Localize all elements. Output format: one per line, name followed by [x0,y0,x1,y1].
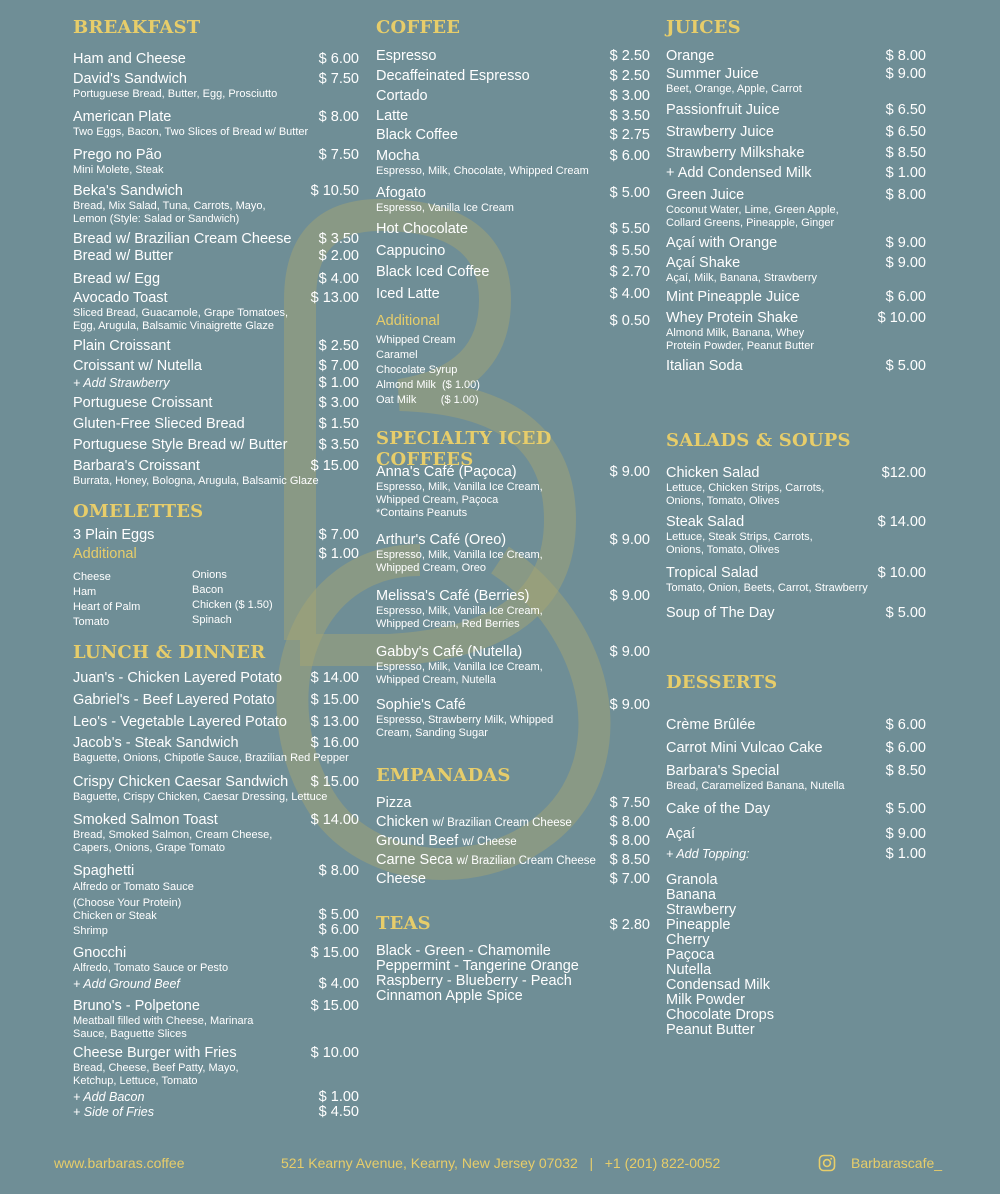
menu-item: Green Juice $ 8.00 Coconut Water, Lime, Green Apple, Collard Greens, Pineapple, Ginger [666,187,926,229]
menu-item: Hot Chocolate $ 5.50 [376,221,650,237]
salads-title: SALADS & SOUPS [666,430,851,451]
omelettes-title: OMELETTES [73,501,204,522]
menu-item: Açaí with Orange $ 9.00 [666,235,926,251]
menu-item: Black Iced Coffee $ 2.70 [376,264,650,280]
menu-item: Barbara's Croissant $ 15.00 Burrata, Honey, Bologna, Arugula, Balsamic Glaze [73,458,359,487]
menu-item: Latte $ 3.50 [376,108,650,124]
omelette-options-left: Cheese Ham Heart of Palm Tomato [73,571,141,628]
menu-item: Prego no Pão $ 7.50 Mini Molete, Steak [73,147,359,176]
menu-item: Gabriel's - Beef Layered Potato $ 15.00 [73,692,359,708]
menu-item: Additional $ 1.00 [73,546,359,562]
menu-item: Spaghetti $ 8.00 Alfredo or Tomato Sauce (Choose Your Protein) [73,863,359,909]
coffee-title: COFFEE [376,17,461,38]
menu-item: Gnocchi $ 15.00 Alfredo, Tomato Sauce or Pesto [73,945,359,974]
menu-item: Crispy Chicken Caesar Sandwich $ 15.00 Baguette, Crispy Chicken, Caesar Dressing, Lettuce [73,774,359,803]
menu-item: Cortado $ 3.00 [376,88,650,104]
website-link[interactable]: www.barbaras.coffee [54,1155,185,1171]
menu-item: Summer Juice $ 9.00 Beet, Orange, Apple, Carrot [666,66,926,95]
menu-item: Steak Salad $ 14.00 Lettuce, Steak Strips, Carrots, Onions, Tomato, Olives [666,514,926,556]
iced-title: SPECIALTY ICED COFFEES [376,428,552,470]
address-phone: 521 Kearny Avenue, Kearny, New Jersey 07032 | +1 (201) 822-0052 [281,1155,721,1171]
menu-item: Barbara's Special $ 8.50 Bread, Caramelized Banana, Nutella [666,763,926,792]
menu-item: 3 Plain Eggs $ 7.00 [73,527,359,543]
menu-item: Carne Seca w/ Brazilian Cream Cheese $ 8.50 [376,852,650,868]
menu-item: Afogato $ 5.00 Espresso, Vanilla Ice Cream [376,185,650,214]
menu-item: Portuguese Croissant $ 3.00 [73,395,359,411]
menu-item: Whey Protein Shake $ 10.00 Almond Milk, Banana, Whey Protein Powder, Peanut Butter [666,310,926,352]
menu-addon: + Add Condensed Milk $ 1.00 [666,165,926,181]
menu-item: Bread w/ Brazilian Cream Cheese $ 3.50 [73,231,359,247]
menu-item: Espresso $ 2.50 [376,48,650,64]
instagram-icon[interactable] [818,1154,836,1172]
menu-item: Carrot Mini Vulcao Cake $ 6.00 [666,740,926,756]
menu-item: Croissant w/ Nutella $ 7.00 [73,358,359,374]
lunch-title: LUNCH & DINNER [73,642,266,663]
menu-addon: + Add Topping: $ 1.00 [666,846,926,862]
menu-subitem: Chicken or Steak $ 5.00 [73,907,359,923]
menu-item: Melissa's Café (Berries) $ 9.00 Espresso, Milk, Vanilla Ice Cream, Whipped Cream, Red Berries [376,588,650,630]
breakfast-title: BREAKFAST [73,17,201,38]
menu-item: Passionfruit Juice $ 6.50 [666,102,926,118]
menu-item: Bread w/ Butter $ 2.00 [73,248,359,264]
menu-item: American Plate $ 8.00 Two Eggs, Bacon, Two Slices of Bread w/ Butter [73,109,359,138]
menu-item: Chicken w/ Brazilian Cream Cheese $ 8.00 [376,814,650,830]
menu-item: David's Sandwich $ 7.50 Portuguese Bread, Butter, Egg, Prosciutto [73,71,359,100]
instagram-handle[interactable]: Barbarascafe_ [851,1155,943,1171]
menu-item: Portuguese Style Bread w/ Butter $ 3.50 [73,437,359,453]
menu-addon: + Add Ground Beef $ 4.00 [73,976,359,992]
menu-item: Pizza $ 7.50 [376,795,650,811]
menu-item: Soup of The Day $ 5.00 [666,605,926,621]
menu-item: Italian Soda $ 5.00 [666,358,926,374]
menu-addon: + Add Bacon $ 1.00 [73,1089,359,1105]
menu-item: Cake of the Day $ 5.00 [666,801,926,817]
menu-item: Bruno's - Polpetone $ 15.00 Meatball filled with Cheese, Marinara Sauce, Baguette Slices [73,998,359,1040]
menu-item: Crème Brûlée $ 6.00 [666,717,926,733]
menu-item: Cheese $ 7.00 [376,871,650,887]
menu-item: Plain Croissant $ 2.50 [73,338,359,354]
menu-item: Açaí $ 9.00 [666,826,926,842]
menu-item: Sophie's Café $ 9.00 Espresso, Strawberry Milk, Whipped Cream, Sanding Sugar [376,697,650,739]
coffee-additional-options: Whipped Cream Caramel Chocolate Syrup Almond Milk ($ 1.00) Oat Milk ($ 1.00) [376,334,480,406]
desserts-title: DESSERTS [666,672,778,693]
toppings-list: Granola Banana Strawberry Pineapple Cherry Paçoca Nutella Condensad Milk Milk Powder Chocolate Drops Peanut Butter [666,872,774,1038]
menu-item: Juan's - Chicken Layered Potato $ 14.00 [73,670,359,686]
omelette-options-right: Onions Bacon Chicken ($ 1.50) Spinach [192,569,273,626]
menu-item: Smoked Salmon Toast $ 14.00 Bread, Smoked Salmon, Cream Cheese, Capers, Onions, Grape Tomato [73,812,359,854]
menu-item: Açaí Shake $ 9.00 Açaí, Milk, Banana, Strawberry [666,255,926,284]
juices-title: JUICES [666,17,741,38]
menu-item: Additional $ 0.50 [376,313,650,329]
menu-item: Strawberry Milkshake $ 8.50 [666,145,926,161]
menu-item: Chicken Salad $12.00 Lettuce, Chicken Strips, Carrots, Onions, Tomato, Olives [666,465,926,507]
menu-item: Jacob's - Steak Sandwich $ 16.00 Baguette, Onions, Chipotle Sauce, Brazilian Red Pepper [73,735,359,764]
teas-title: TEAS [376,913,431,934]
menu-item: Decaffeinated Espresso $ 2.50 [376,68,650,84]
menu-item: Iced Latte $ 4.00 [376,286,650,302]
menu-item: Ground Beef w/ Cheese $ 8.00 [376,833,650,849]
teas-list: Black - Green - Chamomile Peppermint - Tangerine Orange Raspberry - Blueberry - Peach Cinnamon Apple Spice [376,943,579,1004]
menu-item: Avocado Toast $ 13.00 Sliced Bread, Guacamole, Grape Tomatoes, Egg, Arugula, Balsamic Vinaigrette Glaze [73,290,359,332]
menu-item: Beka's Sandwich $ 10.50 Bread, Mix Salad, Tuna, Carrots, Mayo, Lemon (Style: Salad or Sandwich) [73,183,359,225]
menu-item: Cheese Burger with Fries $ 10.00 Bread, Cheese, Beef Patty, Mayo, Ketchup, Lettuce, Tomato [73,1045,359,1087]
menu-subitem: Shrimp $ 6.00 [73,922,359,938]
menu-item: Gabby's Café (Nutella) $ 9.00 Espresso, Milk, Vanilla Ice Cream, Whipped Cream, Nutella [376,644,650,686]
teas-header: TEAS $ 2.80 [376,913,650,934]
menu-item: Arthur's Café (Oreo) $ 9.00 Espresso, Milk, Vanilla Ice Cream, Whipped Cream, Oreo [376,532,650,574]
menu-item: Anna's Café (Paçoca) $ 9.00 Espresso, Milk, Vanilla Ice Cream, Whipped Cream, Paçoca *Contains Peanuts [376,464,650,519]
menu-item: Bread w/ Egg $ 4.00 [73,271,359,287]
menu-item: Mocha $ 6.00 Espresso, Milk, Chocolate, Whipped Cream [376,148,650,177]
menu-item: Cappucino $ 5.50 [376,243,650,259]
menu-item: Strawberry Juice $ 6.50 [666,124,926,140]
menu-item: Black Coffee $ 2.75 [376,127,650,143]
empanadas-title: EMPANADAS [376,765,511,786]
menu-item: Leo's - Vegetable Layered Potato $ 13.00 [73,714,359,730]
menu-item: Orange $ 8.00 [666,48,926,64]
menu-item: Gluten-Free Slieced Bread $ 1.50 [73,416,359,432]
menu-addon: + Add Strawberry $ 1.00 [73,375,359,391]
menu-item: Mint Pineapple Juice $ 6.00 [666,289,926,305]
menu-item: Tropical Salad $ 10.00 Tomato, Onion, Beets, Carrot, Strawberry [666,565,926,594]
menu-addon: + Side of Fries $ 4.50 [73,1104,359,1120]
menu-item: Ham and Cheese $ 6.00 [73,51,359,67]
